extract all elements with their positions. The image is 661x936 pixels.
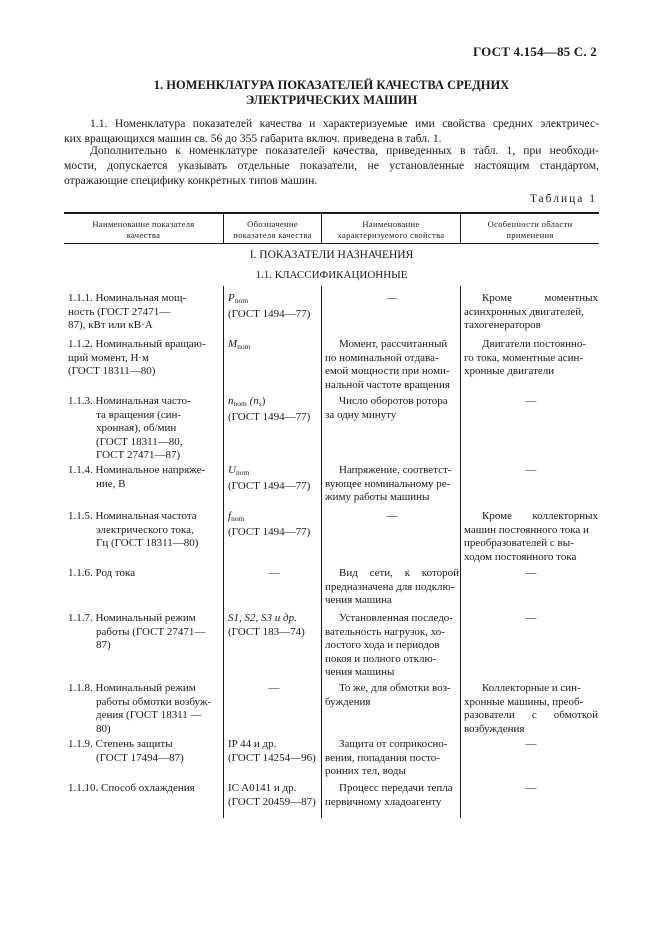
table-row-10-indicator: 1.1.10. Способ охлаждения bbox=[68, 782, 195, 794]
section-title-line-1: 1. НОМЕНКЛАТУРА ПОКАЗАТЕЛЕЙ КАЧЕСТВА СРЕДНИХ bbox=[153, 78, 510, 92]
paragraph-2-line-1: Дополнительно к номенклатуре показателей качества, приведенных в табл. 1, при необходи- bbox=[90, 144, 599, 157]
section-title bbox=[64, 78, 599, 108]
table-header-designation: Обозначение показателя качества bbox=[233, 219, 312, 240]
table-row-10-application: — bbox=[525, 782, 537, 794]
table-header-rule bbox=[64, 243, 599, 244]
paragraph-2 bbox=[64, 143, 599, 188]
table-header-property: Наименование характеризуемого свойства bbox=[337, 219, 445, 240]
table-top-rule bbox=[64, 212, 599, 214]
section-title-line-2: ЭЛЕКТРИЧЕСКИХ МАШИН bbox=[245, 93, 418, 107]
table-row-8-application: Коллекторные и син- хронные машины, преоб- разователи с обмоткой возбуждения bbox=[464, 682, 598, 735]
table-row-10-property: Процесс передачи тепла первичному хладоагенту bbox=[325, 782, 453, 808]
table-row-10-designation: IC A0141 и др. (ГОСТ 20459—87) bbox=[228, 782, 316, 808]
table-row-6-property: Вид сети, к которой предназначена для подклю- чения машина bbox=[325, 567, 459, 606]
table-row-4-property: Напряжение, соответст- вующее номинальному ре- жиму работы машины bbox=[325, 464, 452, 503]
table-subsection-heading: 1.1. КЛАССИФИКАЦИОННЫЕ bbox=[255, 269, 408, 281]
body-col-divider-1 bbox=[223, 286, 224, 818]
table-row-1-indicator: 1.1.1. Номинальная мощ- ность (ГОСТ 27471— 87), кВт или кВ·А bbox=[68, 292, 187, 331]
table-row-2-property: Момент, рассчитанный по номинальной отдава- емой мощности при номи- нальной частоте вращения bbox=[325, 338, 450, 391]
body-col-divider-3 bbox=[460, 286, 461, 818]
table-row-5-application: Кроме коллекторных машин постоянного тока и преобразователей с вы- ходом постоянного тока bbox=[464, 510, 598, 563]
table-row-3-application: — bbox=[525, 395, 537, 407]
table-header-application: Особенности области применения bbox=[487, 219, 573, 240]
paragraph-1-line-1: 1.1. Номенклатура показателей качества и характеризуемые ими свойства средних электричес- bbox=[90, 117, 599, 130]
table-row-7-designation: S1, S2, S3 и др. (ГОСТ 183—74) bbox=[228, 612, 305, 638]
table-row-5-indicator: 1.1.5. Номинальная частота электрического тока, Гц (ГОСТ 18311—80) bbox=[68, 510, 199, 549]
table-row-1-property: — bbox=[386, 292, 398, 304]
table-row-2-application: Двигатели постоянно- го тока, моментные асин- хронные двигатели bbox=[464, 338, 587, 377]
table-row-2-designation: $M_{nom}$ bbox=[228, 338, 251, 351]
paragraph-2-line-3: отражающие специфику конкретных типов машин. bbox=[64, 174, 318, 187]
table-row-4-application: — bbox=[525, 464, 537, 476]
table-row-4-designation: $U_{nom}$ (ГОСТ 1494—77) bbox=[228, 464, 311, 492]
table-row-7-application: — bbox=[525, 612, 537, 624]
table-row-9-application: — bbox=[525, 738, 537, 750]
table-row-2-indicator: 1.1.2. Номинальный вращаю- щий момент, Н·м (ГОСТ 18311—80) bbox=[68, 338, 206, 377]
paragraph-1 bbox=[64, 116, 599, 146]
body-col-divider-2 bbox=[321, 286, 322, 818]
table-row-9-property: Защита от соприкосно- вения, попадания посто- ронних тел, воды bbox=[325, 738, 448, 777]
table-row-1-designation: $P_{nom}$ (ГОСТ 1494—77) bbox=[228, 292, 311, 320]
table-header-indicator-name: Наименование показателя качества bbox=[92, 219, 195, 240]
table-row-1-application: Кроме моментных асинхронных двигателей, тахогенераторов bbox=[464, 292, 598, 331]
table-row-4-indicator: 1.1.4. Номинальное напряже- ние, В bbox=[68, 464, 206, 490]
table-row-3-designation: $n_{nom}$ $(n_s)$ (ГОСТ 1494—77) bbox=[228, 395, 311, 423]
table-row-5-property: — bbox=[386, 510, 398, 522]
table-label: Таблица 1 bbox=[529, 193, 597, 205]
table-row-5-designation: $f_{nom}$ (ГОСТ 1494—77) bbox=[228, 510, 311, 538]
table-row-6-indicator: 1.1.6. Род тока bbox=[68, 567, 136, 579]
table-row-6-application: — bbox=[525, 567, 537, 579]
table-row-6-designation: — bbox=[268, 567, 280, 579]
paragraph-1-line-2: ких вращающихся машин св. 56 до 355 габарита включ. приведена в табл. 1. bbox=[64, 132, 442, 145]
table-section-heading: I. ПОКАЗАТЕЛИ НАЗНАЧЕНИЯ bbox=[249, 249, 414, 261]
table-row-9-designation: IP 44 и др. (ГОСТ 14254—96) bbox=[228, 738, 316, 764]
table-row-8-indicator: 1.1.8. Номинальный режим работы обмотки возбуж- дения (ГОСТ 18311 — 80) bbox=[68, 682, 212, 735]
table-row-7-indicator: 1.1.7. Номинальный режим работы (ГОСТ 27471— 87) bbox=[68, 612, 206, 651]
page-header-doc-ref: ГОСТ 4.154—85 С. 2 bbox=[472, 44, 597, 59]
paragraph-2-line-2: мости, допускается указывать отдельные показатели, не установленные настоящим стандартом, bbox=[64, 159, 599, 172]
table-row-3-property: Число оборотов ротора за одну минуту bbox=[325, 395, 448, 421]
table-row-7-property: Установленная последо- вательность нагрузок, хо- лостого хода и периодов покоя и полного отклю- чения машины bbox=[325, 612, 453, 678]
table-row-3-indicator: 1.1.3. Номинальная часто- та вращения (син- хронная), об/мин (ГОСТ 18311—80, ГОСТ 27471—87) bbox=[68, 395, 191, 461]
table-row-8-designation: — bbox=[268, 682, 280, 694]
table-row-9-indicator: 1.1.9. Степень защиты (ГОСТ 17494—87) bbox=[68, 738, 184, 764]
table-row-8-property: То же, для обмотки воз- буждения bbox=[325, 682, 451, 708]
